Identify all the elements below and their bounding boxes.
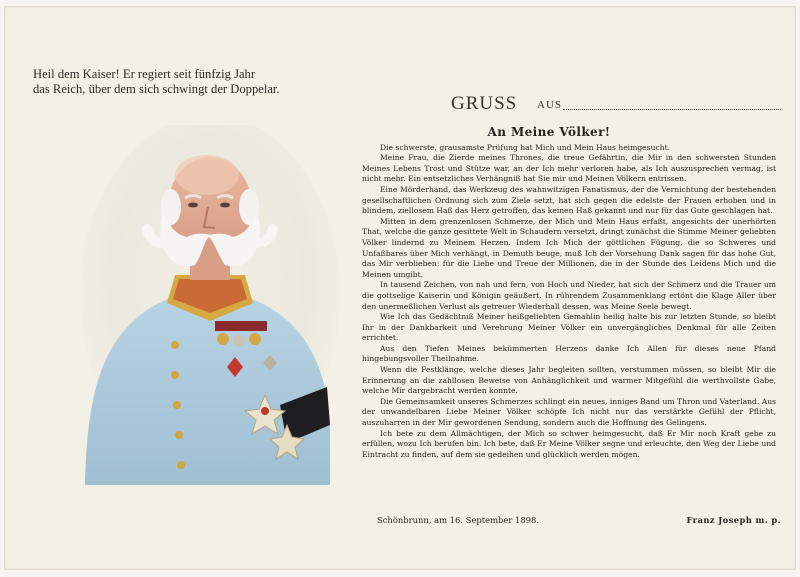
proclamation-paragraph-7: Aus den Tiefen Meines bekümmerten Herzens danke Ich Allen für dieses neue Pfand hingebungsvoller Theilnahme. xyxy=(362,343,776,364)
proclamation-paragraph-9: Die Gemeinsamkeit unseres Schmerzes schlingt ein neues, inniges Band um Thron und Vaterland. Aus der unwandelbaren Liebe Meiner Völker schöpfe Ich nicht nur das verstärkte Gefühl der Pflicht, auszuharren in der Mir gewordenen Sendung, sondern auch die Hoffnung des Gelingens. xyxy=(362,396,776,428)
verse xyxy=(33,67,363,97)
proclamation-paragraph-3: Eine Mörderhand, das Werkzeug des wahnwitzigen Fanatismus, der die Vernichtung der bestehenden gesellschaftlichen Ordnung sich zum Ziele setzt, hat sich gegen die edelste der Frauen erhoben und in blindem, ziellosem Haß das Herz getroffen, das keinen Haß gekannt und nur für das Gute geschlagen hat. xyxy=(362,184,776,216)
place-date: Schönbrunn, am 16. September 1898. xyxy=(377,515,539,525)
proclamation-paragraph-1: Die schwerste, grausamste Prüfung hat Mich und Mein Haus heimgesucht. xyxy=(380,142,671,152)
verse-line-2: das Reich, über dem sich schwingt der Doppelar. xyxy=(33,82,280,96)
greeting-suffix: AUS xyxy=(537,99,563,111)
greeting-line xyxy=(451,93,781,117)
proclamation-paragraph-8: Wenn die Festklänge, welche dieses Jahr begleiten sollten, verstummen müssen, so bleibt Mir die Erinnerung an die zahllosen Beweise von Anhänglichkeit und warmer Mitgefühl die werthvollste Gabe, welche Mir dargebracht werden konnte. xyxy=(362,365,776,396)
verse-line-1: Heil dem Kaiser! Er regiert seit fünfzig Jahr xyxy=(33,67,256,81)
greeting-label: GRUSS xyxy=(451,93,518,114)
proclamation-paragraph-4: Mitten in dem grenzenlosen Schmerze, der Mich und Mein Haus erfaßt, angesichts der unerhörten That, welche die ganze gesittete Welt in Schaudern versetzt, dringt zunächst die Stimme Meiner geliebten Völker lindernd zu Meinem Herzen. Indem Ich Mich der göttlichen Fügung, die so Schweres und Unfaßbares über Mich verhängt, in Demuth beuge, muß Ich der Vorsehung Dank sagen für das hohe Gut, das Mir verblieben: für die Liebe und Treue der Millionen, die in der Stunde des Leidens Mich und die Meinen umgibt. xyxy=(362,216,776,279)
proclamation-paragraph-5: In tausend Zeichen, von nah und fern, von Hoch und Nieder, hat sich der Schmerz und die Trauer um die gottselige Kaiserin und Königin geäußert. In rührendem Zusammenklang ertönt die Klage Aller über den unermeßlichen Verlust als getreuer Wiederhall dessen, was Meine Seele bewegt. xyxy=(362,280,776,311)
signature: Franz Joseph m. p. xyxy=(686,515,781,525)
postcard xyxy=(4,6,796,570)
proclamation xyxy=(362,127,776,460)
address-blank-line xyxy=(563,109,781,110)
proclamation-title: An Meine Völker! xyxy=(487,125,611,139)
signature-line xyxy=(377,515,781,529)
proclamation-paragraph-10: Ich bete zu dem Allmächtigen, der Mich so schwer heimgesucht, daß Er Mir noch Kraft gebe zu erfüllen, wozu Ich berufen bin. Ich bete, daß Er Meine Völker segne und erleuchte, den Weg der Liebe und Eintracht zu finden, auf dem sie gedeihen und glücklich werden mögen. xyxy=(362,428,776,459)
proclamation-paragraph-2: Meine Frau, die Zierde meines Thrones, die treue Gefährtin, die Mir in den schwersten Stunden Meines Lebens Trost und Stütze war, an der Ich mehr verloren habe, als Ich auszusprechen vermag, ist nicht mehr. Ein entsetzliches Verhängniß hat Sie mir und Meinen Völkern entrissen. xyxy=(362,153,776,184)
proclamation-paragraph-6: Wie Ich das Gedächtniß Meiner heißgeliebten Gemahlin heilig halte bis zur letzten Stunde, so bleibt Ihr in der Dankbarkeit und Verehrung Meiner Völker ein unvergängliches Denkmal für alle Zeiten errichtet. xyxy=(362,312,776,343)
emperor-portrait-icon xyxy=(75,125,345,485)
